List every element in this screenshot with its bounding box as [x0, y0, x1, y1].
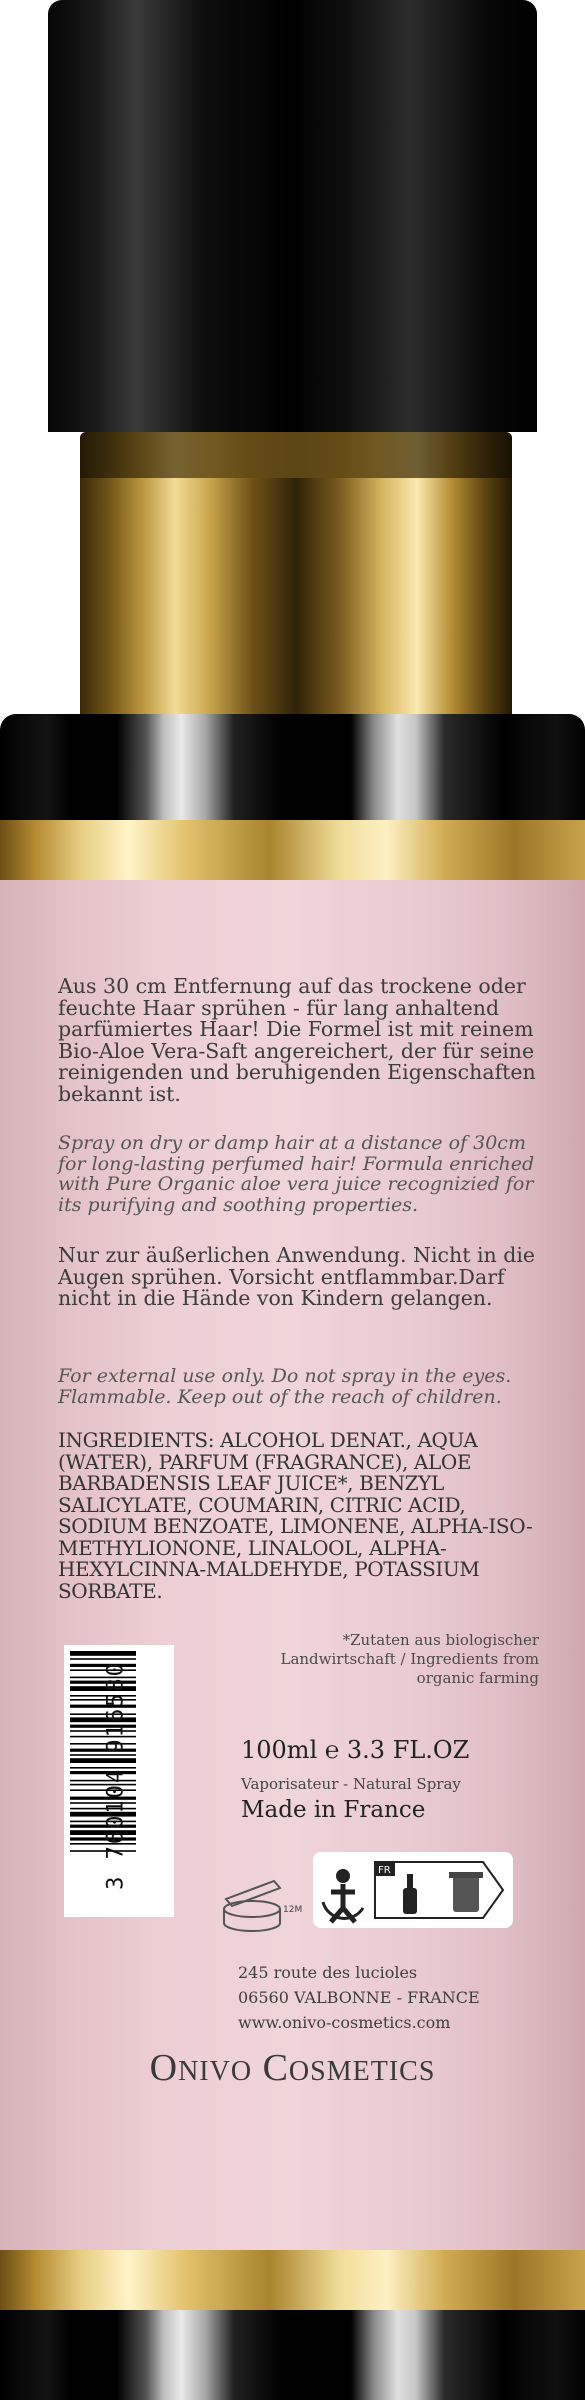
organic-note: *Zutaten aus biologischer Landwirtschaft / Ingredients from organic farming — [280, 1631, 539, 1687]
usage-text-english: Spray on dry or damp hair at a distance of 30cm for long-lasting perfumed hair! Formula enriched with Pure Organic aloe vera juice recognizied for its purifying and soothing properties. — [58, 1132, 535, 1216]
spray-type: Vaporisateur - Natural Spray — [241, 1775, 461, 1793]
ingredients-list: INGREDIENTS: ALCOHOL DENAT., AQUA (WATER), PARFUM (FRAGRANCE), ALOE BARBADENSIS LEAF JUICE*, BENZYL SALICYLATE, COUMARIN, CITRIC ACID, SODIUM BENZOATE, LIMONENE, ALPHA-ISO-METHYLIONONE, LINALOOL, ALPHA-HEXYLCINNA-MALDEHYDE, POTASSIUM SORBATE. — [58, 1428, 533, 1603]
bottle-shoulder — [0, 714, 585, 820]
brand-initial-2: C — [262, 2047, 289, 2089]
barcode-number: 3 760104 916580 — [103, 1661, 129, 1890]
pao-period: 12M — [283, 1905, 303, 1915]
recycling-info — [313, 1852, 513, 1928]
brand-rest-1: NIVO — [178, 2056, 253, 2087]
period-after-opening-icon — [214, 1855, 309, 1935]
collar-shadow — [80, 432, 512, 478]
brand-name — [0, 2046, 585, 2090]
recycle-fr-label: FR — [378, 1865, 391, 1876]
gold-band-top — [0, 820, 585, 880]
origin: Made in France — [241, 1797, 426, 1823]
address-line-2: 06560 VALBONNE - FRANCE — [238, 1988, 480, 2007]
address — [238, 1960, 480, 2035]
address-line-1: 245 route des lucioles — [238, 1963, 418, 1982]
bottle-base — [0, 2310, 585, 2400]
volume: 100ml ℮ 3.3 FL.OZ — [241, 1736, 470, 1764]
bottle-icon — [403, 1888, 417, 1914]
brand-initial-1: O — [149, 2047, 179, 2089]
barcode — [64, 1645, 174, 1917]
website: www.onivo-cosmetics.com — [238, 2013, 451, 2032]
gold-band-bottom — [0, 2250, 585, 2310]
bottle-cap — [48, 0, 537, 432]
bin-icon — [453, 1876, 479, 1912]
triman-recycling-icon — [313, 1852, 513, 1928]
warning-text-english: For external use only. Do not spray in the eyes. Flammable. Keep out of the reach of children. — [58, 1365, 512, 1408]
brand-rest-2: OSMETICS — [288, 2056, 436, 2087]
warning-text-german: Nur zur äußerlichen Anwendung. Nicht in die Augen sprühen. Vorsicht entflammbar.Darf nicht in die Hände von Kindern gelangen. — [58, 1243, 536, 1310]
usage-text-german: Aus 30 cm Entfernung auf das trockene oder feuchte Haar sprühen - für lang anhaltend parfümiertes Haar! Die Formel ist mit reinem Bio-Aloe Vera-Saft angereichert, der für seine reinigenden und beruhigenden Eigenschaften bekannt ist. — [58, 974, 536, 1106]
